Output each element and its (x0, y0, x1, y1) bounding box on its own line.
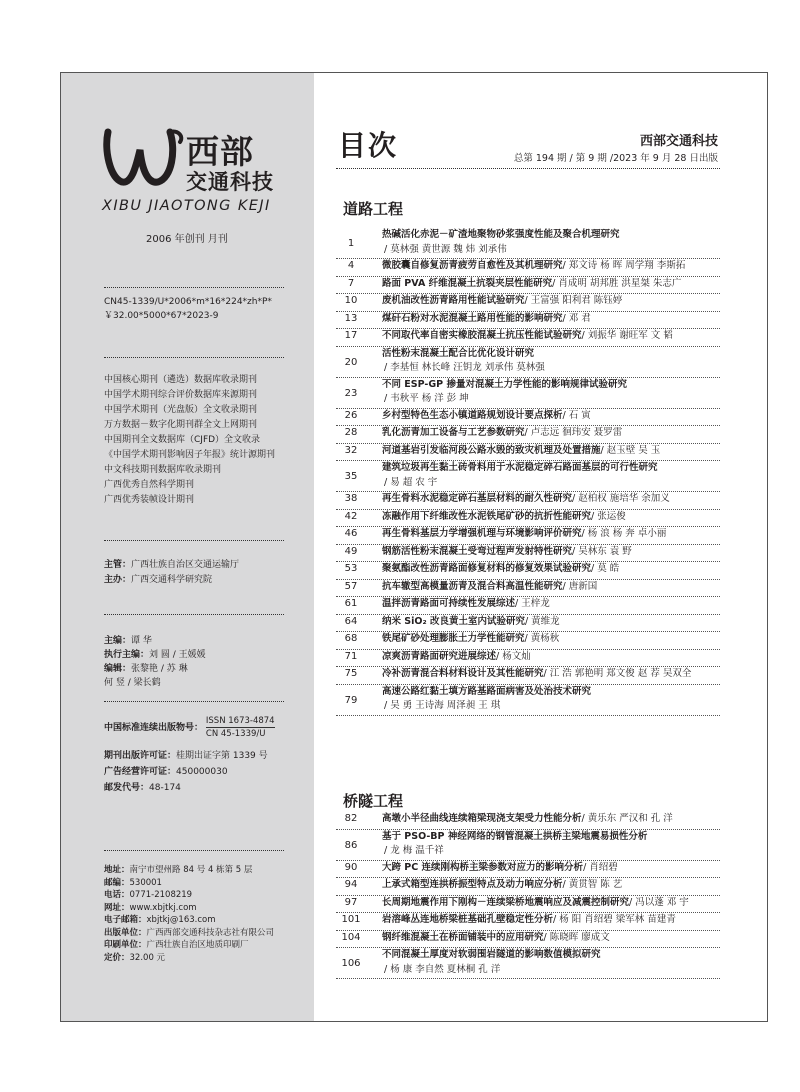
contact-item-label: 网址： (104, 902, 130, 913)
permit-item-value: 桂期出证字第 1339 号 (176, 751, 268, 761)
toc-entry[interactable] (336, 667, 720, 685)
article-authors: / 黄贯智 陈 艺 (562, 879, 623, 890)
entry-divider (336, 978, 720, 979)
contact-item-label: 邮编： (104, 877, 130, 888)
article-title[interactable]: 乳化沥青加工设备与工艺参数研究 (382, 427, 525, 438)
entry-text (382, 580, 720, 595)
contact-item (104, 902, 274, 915)
toc-entry[interactable] (336, 312, 720, 330)
contact-item-value: 广西西部交通科技杂志社有限公司 (146, 927, 275, 938)
article-title[interactable]: 煤矸石粉对水泥混凝土路用性能的影响研究 (382, 312, 563, 324)
editor-item (104, 648, 206, 662)
contact-item (104, 864, 274, 877)
article-authors: / 龙 梅 温千祥 (384, 845, 444, 856)
toc-entry[interactable] (336, 948, 720, 979)
contact-item (104, 877, 274, 890)
page-number: 71 (344, 650, 358, 662)
logo-cn-line1: 西部 (186, 132, 254, 171)
toc-entry[interactable] (336, 259, 720, 277)
sponsor-item-label: 主办： (104, 575, 132, 585)
sponsor-item (104, 573, 239, 588)
contact-item (104, 939, 274, 952)
permit-item-label: 邮发代号： (104, 783, 150, 793)
page-number: 82 (344, 813, 358, 824)
journal-name: 西部交通科技 (639, 134, 718, 149)
article-authors: / 吴 勇 王诗海 周泽昶 王 琪 (384, 700, 501, 711)
indexing-item: 中国核心期刊（遴选）数据库收录期刊 (104, 375, 258, 385)
code-line: ￥32.00*5000*67*2023-9 (104, 311, 219, 321)
logo-cn-line2: 交通科技 (186, 170, 274, 194)
contact-item-label: 电话： (104, 890, 130, 900)
article-authors: / 李基恒 林长峰 汪钥龙 刘承伟 莫林强 (384, 362, 545, 373)
sidebar-divider (104, 540, 284, 541)
entry-text (382, 409, 720, 424)
toc-entry[interactable] (336, 632, 720, 650)
entry-text (382, 545, 720, 560)
indexing-item: 《中国学术期刊影响因子年报》统计源期刊 (104, 450, 276, 460)
sidebar-divider (104, 701, 284, 702)
toc-entry[interactable] (336, 294, 720, 312)
sidebar-divider (104, 357, 284, 358)
article-authors: / 陈晓晖 廖成文 (543, 931, 610, 943)
page-number: 68 (344, 633, 358, 644)
article-title[interactable]: 长周期地震作用下刚构－连续梁桥地震响应及减震控制研究 (382, 896, 630, 908)
contact-item-value: 0771-2108219 (129, 890, 193, 900)
toc-entry[interactable] (336, 329, 720, 347)
indexing-item: 中国期刊全文数据库（CJFD）全文收录 (104, 435, 261, 445)
article-title[interactable]: 上承式箱型连拱桥振型特点及动力响应分析 (382, 879, 563, 890)
entry-text (382, 913, 720, 928)
article-title[interactable]: 再生骨料水泥稳定碎石基层材料的耐久性研究 (382, 493, 573, 504)
article-authors: / 张运俊 (591, 510, 626, 522)
page-number: 20 (344, 356, 358, 368)
contact-item-value: www.xbjtkj.com (129, 902, 197, 913)
article-authors: / 赵玉壁 吴 玉 (600, 444, 661, 456)
page-number: 57 (344, 580, 358, 592)
sponsor-list (104, 558, 239, 588)
permit-item-label: 期刊出版许可证： (104, 751, 177, 761)
toc-entry[interactable] (336, 461, 720, 492)
toc-entry[interactable] (336, 444, 720, 462)
toc-entry[interactable] (336, 812, 720, 830)
toc-entry[interactable] (336, 562, 720, 580)
contact-item-label: 电子邮箱： (104, 915, 147, 925)
article-authors: / 石 寅 (562, 409, 591, 421)
article-title[interactable]: 冷补沥青混合料材料设计及其性能研究 (382, 668, 544, 679)
toc-entry[interactable] (336, 597, 720, 615)
entry-text (382, 527, 720, 542)
contact-item-label: 印刷单位： (104, 940, 147, 950)
article-title[interactable]: 铁尾矿砂处理膨胀土力学性能研究 (382, 633, 525, 644)
contact-item-value: xbjtkj@163.com (146, 915, 216, 925)
article-authors: / 杨 康 李自然 夏林桐 孔 洋 (384, 963, 501, 975)
article-authors: / 黄维龙 (524, 615, 560, 627)
entry-text (382, 329, 720, 344)
toc-entry[interactable] (336, 861, 720, 879)
article-title[interactable]: 微胶囊自修复沥青疲劳自愈性及其机理研究 (382, 260, 563, 271)
indexing-item: 广西优秀装帧设计期刊 (104, 495, 195, 505)
page-number: 106 (341, 958, 361, 969)
toc-entry[interactable] (336, 615, 720, 633)
toc-entry[interactable] (336, 510, 720, 528)
editor-list (104, 634, 206, 690)
toc-entry[interactable] (336, 913, 720, 931)
article-title[interactable]: 废机油改性沥青路用性能试验研究 (382, 295, 525, 306)
contact-item (104, 927, 274, 940)
article-authors: / 赵柏权 施培华 余加义 (572, 493, 670, 504)
page-number: 26 (344, 409, 358, 421)
sidebar-divider (104, 614, 284, 615)
article-title[interactable]: 钢筋活性粉末混凝土受弯过程声发射特性研究 (382, 545, 573, 557)
article-authors: / 邓 君 (562, 312, 591, 324)
editor-item-value: 张黎艳 / 苏 琳 (131, 664, 188, 674)
contact-item-label: 出版单位： (104, 927, 147, 938)
sponsor-item (104, 558, 239, 573)
indexing-item: 中国学术期刊（光盘版）全文收录期刊 (104, 405, 258, 415)
entry-text (382, 277, 720, 292)
page-number: 17 (344, 330, 358, 341)
entry-text (382, 426, 720, 441)
sponsor-item-label: 主管： (104, 560, 132, 570)
indexing-list (104, 373, 275, 508)
toc-entry[interactable] (336, 378, 720, 409)
toc-entry[interactable] (336, 277, 720, 295)
contact-item-value: 32.00 元 (129, 952, 166, 963)
editor-item-value: 刘 圆 / 王媛媛 (149, 650, 206, 660)
article-authors: / 冯以蓬 邓 宇 (629, 896, 689, 908)
article-title[interactable]: 纳米 SiO₂ 改良黄土室内试验研究 (382, 615, 525, 627)
permit-list (104, 748, 268, 796)
entry-text (382, 294, 720, 309)
article-title[interactable]: 大跨 PC 连续刚构桥主梁参数对应力的影响分析 (382, 861, 584, 873)
permit-item-label: 广告经营许可证： (104, 767, 177, 777)
page-number: 90 (344, 861, 358, 873)
article-authors: / 莫林强 黄世源 魏 炜 刘承伟 (384, 243, 507, 255)
entry-text (382, 685, 720, 714)
article-authors: / 黄乐东 严汉和 孔 洋 (581, 813, 673, 824)
article-authors: / 肖绍碧 (583, 861, 618, 873)
issn: ISSN 1673-4874 (205, 716, 275, 726)
toc-entry[interactable] (336, 228, 720, 259)
serial-number (104, 715, 275, 740)
page-number: 53 (344, 563, 358, 574)
page-number: 94 (344, 879, 358, 890)
indexing-item: 中国学术期刊综合评价数据库来源期刊 (104, 390, 258, 400)
entry-text (382, 228, 720, 257)
issue-info: 总第 194 期 / 第 9 期 /2023 年 9 月 28 日出版 (513, 153, 718, 164)
entry-text (382, 667, 720, 682)
page-number: 61 (344, 598, 358, 609)
editor-item (104, 676, 206, 690)
journal-logo (102, 120, 282, 220)
permit-item (104, 780, 268, 796)
entry-text (382, 878, 720, 893)
article-title[interactable]: 高速公路红黏土填方路基路面病害及处治技术研究 (382, 685, 592, 697)
contact-item (104, 914, 274, 927)
article-authors: / 杨 阳 肖绍碧 梁军林 苗建青 (553, 914, 676, 925)
page-number: 10 (344, 295, 358, 306)
sponsor-item-value: 广西交通科学研究院 (131, 575, 213, 585)
entry-text (382, 597, 720, 612)
entry-text (382, 896, 720, 911)
page-number: 64 (344, 615, 358, 627)
article-title[interactable]: 冻融作用下纤维改性水泥铁尾矿砂的抗折性能研究 (382, 510, 592, 522)
indexing-item: 中文科技期刊数据库收录期刊 (104, 465, 222, 475)
permit-item-value: 450000030 (176, 767, 228, 777)
article-title[interactable]: 河道基岩引发临河段公路水毁的致灾机理及处置措施 (382, 444, 601, 456)
page-number: 38 (344, 493, 358, 504)
toc-entry[interactable] (336, 685, 720, 716)
entry-text (382, 461, 720, 490)
publication-codes (104, 295, 272, 323)
indexing-item: 广西优秀自然科学期刊 (104, 480, 195, 490)
article-title[interactable]: 基于 PSO-BP 神经网络的钢管混凝土拱桥主梁地震易损性分析 (382, 830, 648, 842)
editor-item-value: 谭 华 (131, 636, 152, 646)
article-title[interactable]: 不同混凝土厚度对软弱围岩隧道的影响数值模拟研究 (382, 949, 601, 960)
toc-entry[interactable] (336, 878, 720, 896)
article-authors: / 易 超 农 宇 (384, 476, 438, 488)
article-authors: / 韦秋平 杨 洋 彭 坤 (384, 393, 469, 404)
article-title[interactable]: 岩溶峰丛连地桥梁桩基础孔壁稳定性分析 (382, 914, 554, 925)
page-number: 75 (344, 668, 358, 679)
page-number: 7 (347, 277, 355, 289)
entry-text (382, 948, 720, 977)
article-title[interactable]: 不同取代率自密实橡胶混凝土抗压性能试验研究 (382, 330, 582, 341)
entry-text (382, 312, 720, 327)
entry-text (382, 347, 720, 376)
entry-text (382, 492, 720, 507)
contact-item-label: 定价： (104, 952, 130, 963)
page-number: 1 (347, 238, 355, 249)
entry-text (382, 931, 720, 946)
page-number: 79 (344, 694, 358, 706)
page-number: 23 (344, 387, 358, 399)
page-number: 46 (344, 528, 358, 539)
entry-text (382, 615, 720, 630)
article-authors: / 杨文灿 (496, 650, 531, 662)
article-title[interactable]: 抗车辙型高模量沥青及混合料高温性能研究 (382, 580, 563, 592)
article-authors: / 郑文诗 杨 晖 周学翔 李斯拓 (562, 260, 686, 271)
sidebar-divider (104, 287, 284, 288)
page-number: 49 (344, 545, 358, 557)
code-line: CN45-1339/U*2006*m*16*224*zh*P* (104, 297, 272, 307)
entry-text (382, 510, 720, 525)
article-authors: / 莫 皓 (591, 563, 620, 574)
contact-item-value: 广西壮族自治区地质印刷厂 (146, 940, 249, 950)
article-title[interactable]: 聚氨酯改性沥青路面修复材料的修复效果试验研究 (382, 563, 592, 574)
contact-item-value: 南宁市望州路 84 号 4 栋第 5 层 (129, 865, 253, 875)
permit-item (104, 748, 268, 764)
article-authors: / 刘振华 谢旺军 文 韬 (581, 330, 673, 341)
toc-entry[interactable] (336, 426, 720, 444)
cn-number: CN 45-1339/U (205, 729, 266, 739)
editor-item-label: 编辑： (104, 664, 132, 674)
page-number: 101 (341, 914, 361, 925)
logo-w-mark-icon (102, 120, 188, 194)
permit-item (104, 764, 268, 780)
entry-divider (336, 715, 720, 716)
toc-entry[interactable] (336, 650, 720, 668)
entry-text (382, 562, 720, 577)
contact-item-label: 地址： (104, 865, 130, 875)
toc-entry[interactable] (336, 896, 720, 914)
article-title[interactable]: 钢纤维混凝土在桥面铺装中的应用研究 (382, 931, 544, 943)
contact-item (104, 889, 274, 902)
toc-entry[interactable] (336, 931, 720, 949)
contact-item-value: 530001 (129, 877, 162, 888)
issn-box (206, 715, 275, 740)
indexing-item: 万方数据－数字化期刊群全文上网期刊 (104, 420, 258, 430)
editor-item (104, 662, 206, 676)
toc-entry[interactable] (336, 409, 720, 427)
article-title[interactable]: 凉爽沥青路面研究进展综述 (382, 650, 497, 662)
entry-text (382, 812, 720, 827)
article-authors: / 唐新国 (562, 580, 598, 592)
article-authors: / 江 浩 郭艳明 郑文俊 赵 荐 吴双全 (543, 668, 692, 679)
section-title: 道路工程 (343, 200, 404, 218)
article-title[interactable]: 建筑垃圾再生黏土砖骨料用于水泥稳定碎石路面基层的可行性研究 (382, 462, 658, 473)
article-title[interactable]: 路面 PVA 纤维混凝土抗裂夹层性能研究 (382, 277, 553, 289)
article-title[interactable]: 活性粉末混凝土配合比优化设计研究 (382, 347, 535, 359)
toc-entry[interactable] (336, 347, 720, 378)
article-title[interactable]: 热碱活化赤泥－矿渣地聚物砂浆强度性能及聚合机理研究 (382, 229, 620, 240)
article-authors: / 王富强 阳利君 陈钰婷 (524, 295, 623, 306)
article-title[interactable]: 不同 ESP-GP 掺量对混凝土力学性能的影响规律试验研究 (382, 378, 627, 390)
toc-entry[interactable] (336, 545, 720, 563)
contact-item (104, 952, 274, 965)
toc-entry[interactable] (336, 830, 720, 861)
entry-text (382, 444, 720, 459)
article-title[interactable]: 再生骨料基层力学增强机理与环境影响评价研究 (382, 528, 582, 539)
article-authors: / 杨 浪 杨 奔 卓小丽 (581, 528, 667, 539)
page-number: 104 (341, 931, 361, 943)
entry-text (382, 632, 720, 647)
section-title: 桥隧工程 (343, 792, 404, 810)
entry-text (382, 378, 720, 407)
page-number: 35 (344, 471, 358, 482)
page-number: 32 (344, 444, 358, 456)
page-number: 97 (344, 896, 358, 908)
sidebar-divider (104, 850, 284, 851)
toc-title: 目次 (338, 129, 399, 162)
page-number: 28 (344, 427, 358, 438)
article-title[interactable]: 高墩小半径曲线连续箱梁现浇支架受力性能分析 (382, 813, 582, 824)
toc-entry[interactable] (336, 527, 720, 545)
entry-text (382, 861, 720, 876)
header-divider (336, 168, 720, 169)
permit-item-value: 48-174 (149, 783, 181, 793)
page-number: 42 (344, 510, 358, 522)
editor-item-label: 执行主编： (104, 650, 150, 660)
founded-text: 2006 年创刊 月刊 (146, 234, 228, 245)
article-authors: / 肖成明 胡邦胜 洪星桀 朱志广 (552, 277, 682, 289)
article-title[interactable]: 温拌沥青路面可持续性发展综述 (382, 598, 516, 609)
article-authors: / 王梓龙 (515, 598, 550, 609)
entry-text (382, 259, 720, 274)
article-authors: / 黄杨秋 (524, 633, 560, 644)
toc-entry[interactable] (336, 580, 720, 598)
article-authors: / 卢志远 徊玮安 聂罗雷 (524, 427, 623, 438)
toc-entry[interactable] (336, 492, 720, 510)
entry-text (382, 650, 720, 665)
article-authors: / 吴林东 袁 野 (572, 545, 632, 557)
page-number: 4 (347, 260, 355, 271)
article-title[interactable]: 乡村型特色生态小镇道路规划设计要点探析 (382, 409, 563, 421)
logo-en: XIBU JIAOTONG KEJI (102, 198, 271, 214)
contact-list (104, 864, 274, 964)
sponsor-item-value: 广西壮族自治区交通运输厅 (131, 560, 240, 570)
editor-item-label: 主编： (104, 636, 132, 646)
entry-text (382, 830, 720, 859)
page-number: 13 (344, 312, 358, 324)
editor-item-value: 何 竖 / 梁长鹤 (104, 678, 161, 688)
page-number: 86 (344, 839, 358, 851)
editor-item (104, 634, 206, 648)
serial-label: 中国标准连续出版物号： (104, 723, 204, 733)
